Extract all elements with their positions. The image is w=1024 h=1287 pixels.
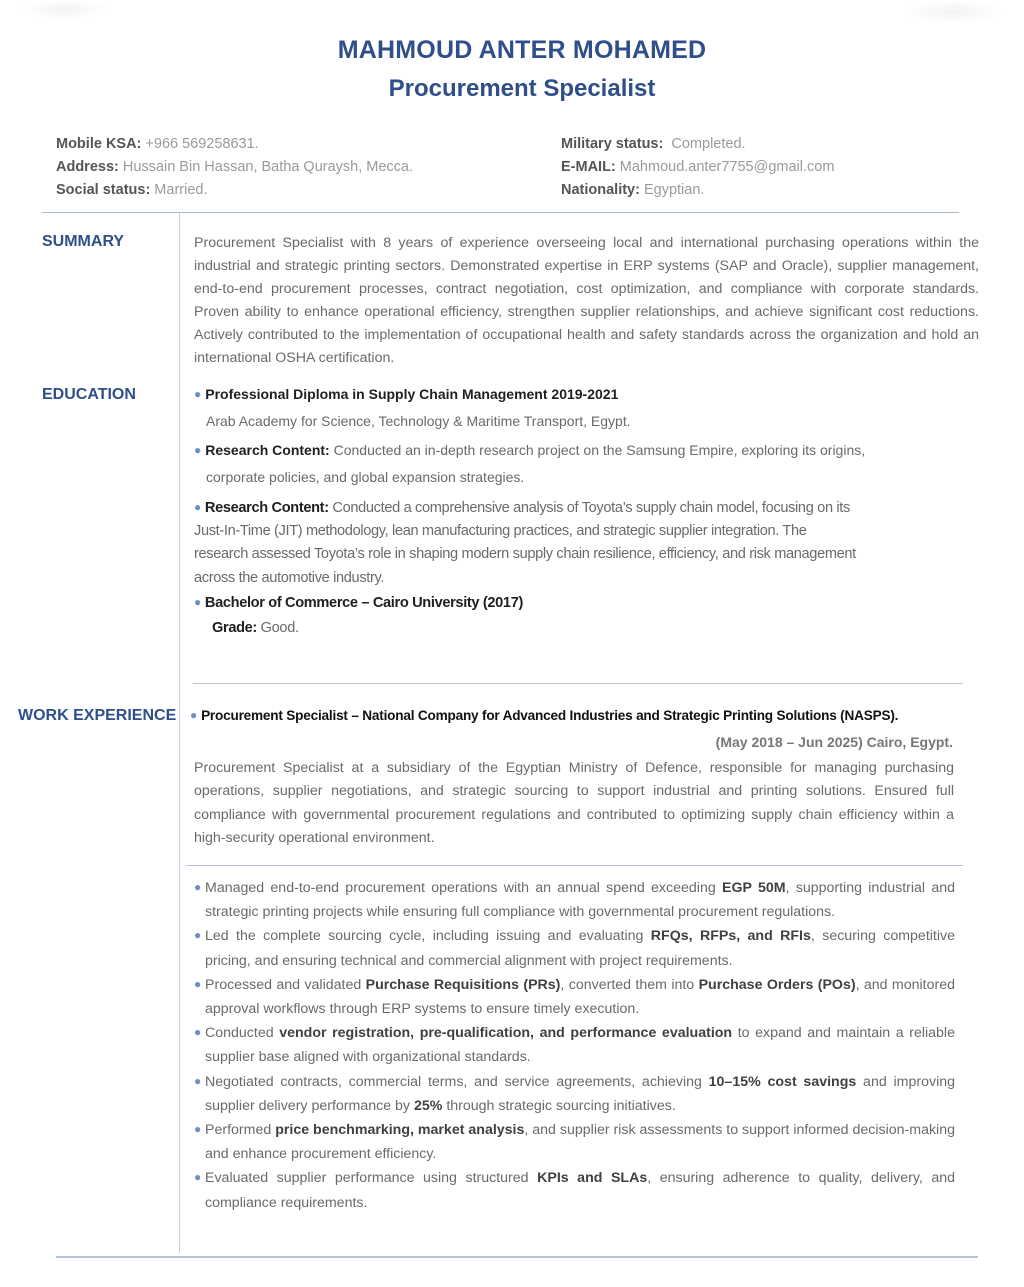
- education-bachelor: ● Bachelor of Commerce – Cairo University (2017): [194, 595, 523, 611]
- bullet-icon: ●: [194, 387, 202, 401]
- achievement-item: ● Led the complete sourcing cycle, including issuing and evaluating RFQs, RFPs, and RFIs, securing competitive pricing, and ensuring technical and commercial alignment with project requirements.: [194, 924, 955, 972]
- education-diploma: ● Professional Diploma in Supply Chain Management 2019-2021: [194, 386, 619, 402]
- bullet-icon: ●: [194, 500, 201, 514]
- page-shadow: [20, 0, 110, 20]
- contact-nationality: Nationality: Egyptian.: [561, 182, 705, 198]
- bullet-icon: ●: [190, 708, 198, 722]
- bullet-icon: ●: [194, 1073, 202, 1088]
- bullet-icon: ●: [194, 880, 202, 894]
- contact-social-status: Social status: Married.: [56, 182, 208, 198]
- education-diploma-school: Arab Academy for Science, Technology & Maritime Transport, Egypt.: [206, 413, 631, 429]
- bullet-icon: ●: [194, 595, 201, 609]
- achievements-list: [194, 876, 955, 1215]
- section-title-work-experience: WORK EXPERIENCE: [18, 707, 177, 724]
- achievement-item: ● Conducted vendor registration, pre-qualification, and performance evaluation to expand and maintain a reliable supplier base aligned with organizational standards.: [194, 1021, 955, 1069]
- summary-text: Procurement Specialist with 8 years of experience overseeing local and international purchasing operations within the industrial and strategic printing sectors. Demonstrated expertise in ERP systems (SAP and Oracle), supplier management, end-to-end procurement processes, contract negotiation, cost optimization, and compliance with corporate standards. Proven ability to enhance operational efficiency, strengthen supplier relationships, and achieve significant cost reductions. Actively contributed to the implementation of occupational health and safety standards across the organization and hold an international OSHA certification.: [194, 235, 979, 366]
- divider-education-work: [193, 683, 963, 684]
- job-title: ● Procurement Specialist – National Company for Advanced Industries and Strategic Printing Solutions (NASPS).: [190, 708, 899, 723]
- section-title-summary: SUMMARY: [42, 233, 125, 250]
- contact-email: E-MAIL: Mahmoud.anter7755@gmail.com: [561, 159, 835, 175]
- education-research-1-cont: corporate policies, and global expansion strategies.: [206, 469, 525, 485]
- job-description: Procurement Specialist at a subsidiary of the Egyptian Ministry of Defence, responsible for managing purchasing operations, supplier negotiations, and strategic sourcing to support industrial and printing solutions. Ensured full compliance with governmental procurement regulations and contributed to optimizing supply chain efficiency within a high-security operational environment.: [194, 760, 954, 846]
- education-research-1: ● Research Content: Conducted an in-depth research project on the Samsung Empire, exploring its origins,: [194, 442, 866, 458]
- bullet-icon: ●: [194, 1025, 202, 1040]
- contact-military-status: Military status: Completed.: [561, 136, 746, 152]
- achievement-item: ● Managed end-to-end procurement operations with an annual spend exceeding EGP 50M, supporting industrial and strategic printing projects while ensuring full compliance with governmental procurement regulations.: [194, 876, 955, 924]
- achievement-item: ● Performed price benchmarking, market analysis, and supplier risk assessments to support informed decision-making and enhance procurement efficiency.: [194, 1118, 955, 1166]
- bullet-icon: ●: [194, 928, 202, 943]
- achievement-item: ● Negotiated contracts, commercial terms, and service agreements, achieving 10–15% cost savings and improving supplier delivery performance by 25% through strategic sourcing initiatives.: [194, 1070, 955, 1118]
- bullet-icon: ●: [194, 443, 202, 457]
- achievement-item: ● Evaluated supplier performance using structured KPIs and SLAs, ensuring adherence to quality, delivery, and compliance requirements.: [194, 1166, 955, 1214]
- bullet-icon: ●: [194, 1122, 202, 1137]
- contact-right: [561, 133, 834, 202]
- contact-mobile: Mobile KSA: +966 569258631.: [56, 136, 259, 152]
- divider-vertical: [179, 213, 180, 1253]
- education-grade: Grade: Good.: [212, 620, 299, 636]
- divider-achievements: [186, 865, 963, 866]
- divider-bottom: [56, 1256, 978, 1258]
- candidate-name: MAHMOUD ANTER MOHAMED: [337, 36, 707, 64]
- section-title-education: EDUCATION: [42, 386, 136, 403]
- contact-address: Address: Hussain Bin Hassan, Batha Quraysh, Mecca.: [56, 159, 414, 175]
- page-shadow: [904, 0, 1004, 24]
- contact-left: [56, 133, 413, 202]
- achievement-item: ● Processed and validated Purchase Requisitions (PRs), converted them into Purchase Orders (POs), and monitored approval workflows through ERP systems to ensure timely execution.: [194, 973, 955, 1021]
- job-dates-location: (May 2018 – Jun 2025) Cairo, Egypt.: [715, 734, 953, 750]
- bullet-icon: ●: [194, 1170, 202, 1185]
- bullet-icon: ●: [194, 976, 202, 991]
- candidate-role: Procurement Specialist: [388, 75, 656, 102]
- education-research-2: ● Research Content: Conducted a comprehensive analysis of Toyota’s supply chain model, focusing on its Just-In-Time (JIT) methodology, lean manufacturing practices, and strategic supplier integration. The research assessed Toyota’s role in shaping modern supply chain resilience, efficiency, and risk management across the automotive industry.: [194, 500, 856, 586]
